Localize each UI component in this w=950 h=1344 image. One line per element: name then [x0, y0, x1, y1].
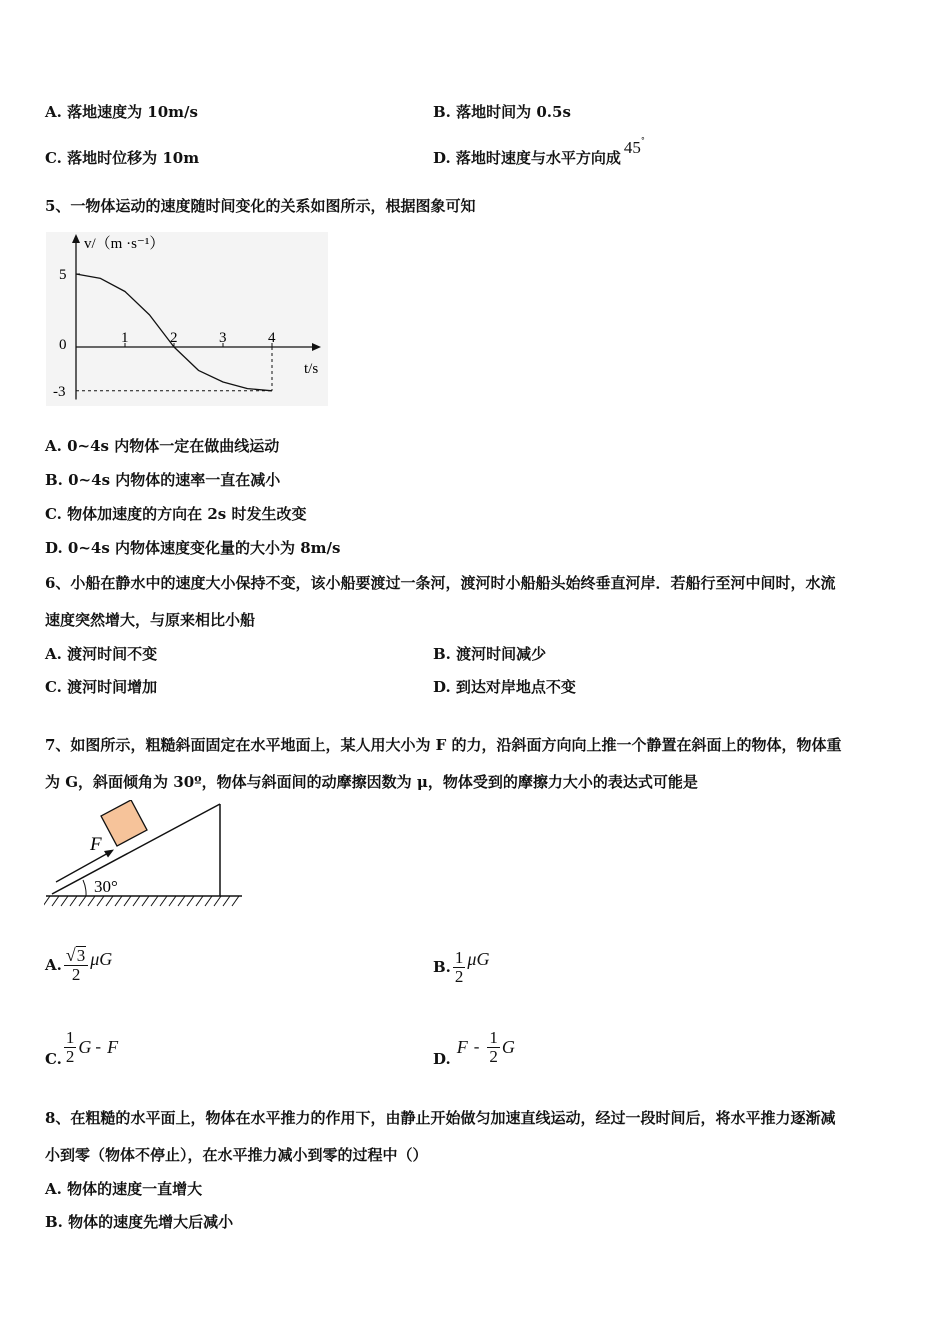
q7-option-b — [433, 945, 489, 989]
y-axis-label: v/（m ·s⁻¹） — [84, 236, 165, 252]
numerator: 1 — [65, 1027, 75, 1047]
q8-option-b: B. 物体的速度先增大后减小 — [45, 1213, 234, 1231]
f-term: F — [107, 1036, 119, 1057]
incline-figure — [44, 800, 244, 912]
x-axis-label: t/s — [304, 361, 319, 377]
block — [101, 800, 147, 846]
q6-option-c: C. 渡河时间增加 — [45, 678, 158, 696]
fraction-1-over-2 — [453, 949, 466, 986]
q7-stem-line1: 7、如图所示，粗糙斜面固定在水平地面上，某人用大小为 F 的力，沿斜面方向向上推一个静置在斜面上的物体，物体重 — [45, 736, 842, 754]
hatch-mark — [106, 896, 113, 906]
q6-stem-line1: 6、小船在静水中的速度大小保持不变，该小船要渡过一条河，渡河时小船船头始终垂直河岸．若船行至河中间时，水流 — [45, 574, 836, 592]
q4-option-d-text: D. 落地时速度与水平方向成 — [433, 149, 621, 167]
hatch-mark — [79, 896, 86, 906]
x-tick-label: 3 — [219, 330, 227, 346]
hatch-mark — [115, 896, 122, 906]
q7-option-c — [45, 1024, 118, 1070]
hatch-mark — [44, 896, 50, 906]
q8-stem-line2: 小到零（物体不停止），在水平推力减小到零的过程中（） — [45, 1146, 428, 1164]
y-tick-label: 0 — [59, 337, 67, 353]
angle-label: 30° — [94, 877, 118, 896]
hatch-mark — [178, 896, 185, 906]
hatch-mark — [151, 896, 158, 906]
fraction-sqrt3-over-2: √ 3 2 — [64, 946, 88, 984]
hatch-mark — [133, 896, 140, 906]
graph-background — [46, 232, 328, 406]
hatch-mark — [97, 896, 104, 906]
denominator: 2 — [71, 965, 81, 984]
q8-option-a: A. 物体的速度一直增大 — [45, 1180, 203, 1198]
denominator: 2 — [454, 966, 464, 986]
y-tick-label: 5 — [59, 267, 67, 283]
force-arrow-head — [104, 850, 114, 858]
hatch-mark — [205, 896, 212, 906]
hatch-mark — [124, 896, 131, 906]
hatch-mark — [160, 896, 167, 906]
denominator: 2 — [65, 1046, 75, 1066]
hatch-mark — [142, 896, 149, 906]
q4-option-b: B. 落地时间为 0.5s — [433, 103, 571, 121]
x-tick-label: 1 — [121, 330, 129, 346]
force-label: F — [90, 834, 102, 855]
hatch-mark — [169, 896, 176, 906]
q6-option-a: A. 渡河时间不变 — [45, 645, 158, 663]
x-tick-label: 4 — [268, 330, 276, 346]
hatch-mark — [187, 896, 194, 906]
hatch-mark — [52, 896, 59, 906]
hatch-mark — [232, 896, 239, 906]
angle-arc — [83, 880, 86, 896]
y-tick-label: -3 — [53, 383, 66, 400]
hatch-mark — [88, 896, 95, 906]
x-tick-label: 2 — [170, 330, 178, 346]
g-term: G — [501, 1036, 515, 1057]
q4-option-d — [433, 136, 645, 171]
hatch-mark — [214, 896, 221, 906]
q6-option-b: B. 渡河时间减少 — [433, 645, 547, 663]
q5-option-a: A. 0~4s 内物体一定在做曲线运动 — [45, 437, 280, 455]
hatch-mark — [61, 896, 68, 906]
numerator: 1 — [454, 947, 464, 967]
denominator: 2 — [489, 1046, 498, 1066]
numerator: 1 — [489, 1027, 498, 1047]
q4-option-c: C. 落地时位移为 10m — [45, 149, 200, 167]
minus-sign: - — [95, 1037, 102, 1056]
q8-stem-line1: 8、在粗糙的水平面上，物体在水平推力的作用下，由静止开始做匀加速直线运动，经过一段时间后，将水平推力逐渐减 — [45, 1109, 836, 1127]
q7-option-d — [433, 1024, 515, 1070]
hatch-mark — [70, 896, 77, 906]
mu-g-term: μG — [90, 948, 113, 969]
q5-stem: 5、一物体运动的速度随时间变化的关系如图所示，根据图象可知 — [45, 197, 476, 215]
q5-option-d: D. 0~4s 内物体速度变化量的大小为 8m/s — [45, 539, 341, 557]
fraction-1-over-2 — [64, 1029, 77, 1066]
q4-option-a: A. 落地速度为 10m/s — [45, 103, 198, 121]
hatch-mark — [223, 896, 230, 906]
f-term: F — [456, 1036, 468, 1057]
q4-option-d-deg: ° — [640, 136, 645, 145]
g-term: G — [78, 1036, 92, 1057]
fraction-1-over-2 — [487, 1029, 500, 1066]
velocity-time-graph — [46, 232, 328, 406]
hatch-mark — [196, 896, 203, 906]
q6-stem-line2: 速度突然增大，与原来相比小船 — [45, 611, 256, 629]
q5-option-c: C. 物体加速度的方向在 2s 时发生改变 — [45, 505, 307, 523]
q7-option-a-letter: A. — [45, 956, 62, 974]
sqrt-radicand: 3 — [76, 946, 86, 965]
q7-option-a — [45, 940, 112, 990]
q7-stem-line2: 为 G，斜面倾角为 30º，物体与斜面间的动摩擦因数为 μ，物体受到的摩擦力大小的表达式可能是 — [45, 773, 698, 791]
ground-hatching — [44, 896, 239, 906]
mu-g-term: μG — [467, 948, 490, 969]
q5-option-b: B. 0~4s 内物体的速率一直在减小 — [45, 471, 281, 489]
q7-option-c-letter: C. — [45, 1050, 62, 1068]
q7-option-d-letter: D. — [433, 1050, 451, 1068]
minus-sign: - — [473, 1037, 480, 1056]
q7-option-b-letter: B. — [433, 958, 451, 976]
q6-option-d: D. 到达对岸地点不变 — [433, 678, 576, 696]
q4-option-d-angle: 45 — [623, 138, 641, 157]
